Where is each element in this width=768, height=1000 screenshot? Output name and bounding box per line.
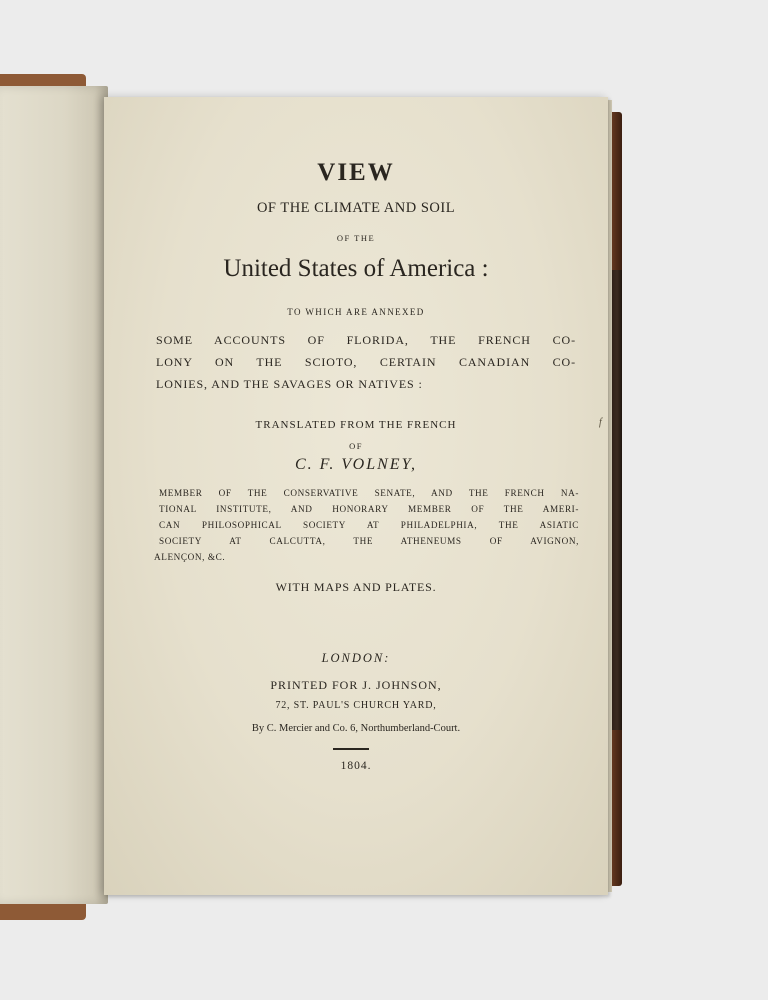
translated-line: TRANSLATED FROM THE FRENCH bbox=[255, 419, 457, 431]
title-page bbox=[104, 97, 608, 895]
imprint-place: LONDON: bbox=[321, 651, 391, 665]
annexed-line: TO WHICH ARE ANNEXED bbox=[287, 307, 425, 317]
maps-line: WITH MAPS AND PLATES. bbox=[275, 580, 437, 594]
membership-line: ALENÇON, &C. bbox=[154, 552, 226, 562]
imprint-year: 1804. bbox=[340, 760, 372, 772]
of-line: OF bbox=[349, 441, 363, 451]
imprint-printer: By C. Mercier and Co. 6, Northumberland-Court. bbox=[251, 723, 461, 734]
imprint-address: 72, ST. PAUL'S CHURCH YARD, bbox=[275, 700, 437, 711]
title-subtitle: OF THE CLIMATE AND SOIL bbox=[256, 200, 456, 216]
accounts-line: LONY ON THE SCIOTO, CERTAIN CANADIAN CO- bbox=[156, 355, 576, 369]
imprint-rule bbox=[333, 748, 369, 750]
membership-line: SOCIETY AT CALCUTTA, THE ATHENEUMS OF AVIGNON, bbox=[159, 536, 579, 546]
membership-line: TIONAL INSTITUTE, AND HONORARY MEMBER OF THE AMERI- bbox=[159, 504, 579, 514]
accounts-line: SOME ACCOUNTS OF FLORIDA, THE FRENCH CO- bbox=[156, 333, 576, 347]
accounts-line: LONIES, AND THE SAVAGES OR NATIVES : bbox=[156, 377, 423, 391]
front-endpaper bbox=[0, 86, 108, 904]
margin-pencil-mark: f bbox=[599, 417, 602, 428]
membership-line: MEMBER OF THE CONSERVATIVE SENATE, AND THE FRENCH NA- bbox=[159, 488, 579, 498]
membership-line: CAN PHILOSOPHICAL SOCIETY AT PHILADELPHIA, THE ASIATIC bbox=[159, 520, 579, 530]
author-name: C. F. VOLNEY, bbox=[294, 456, 417, 473]
imprint-publisher: PRINTED FOR J. JOHNSON, bbox=[270, 678, 442, 692]
title-of-the: OF THE bbox=[336, 233, 376, 243]
title-country: United States of America : bbox=[223, 255, 489, 282]
title-view: VIEW bbox=[317, 159, 395, 186]
